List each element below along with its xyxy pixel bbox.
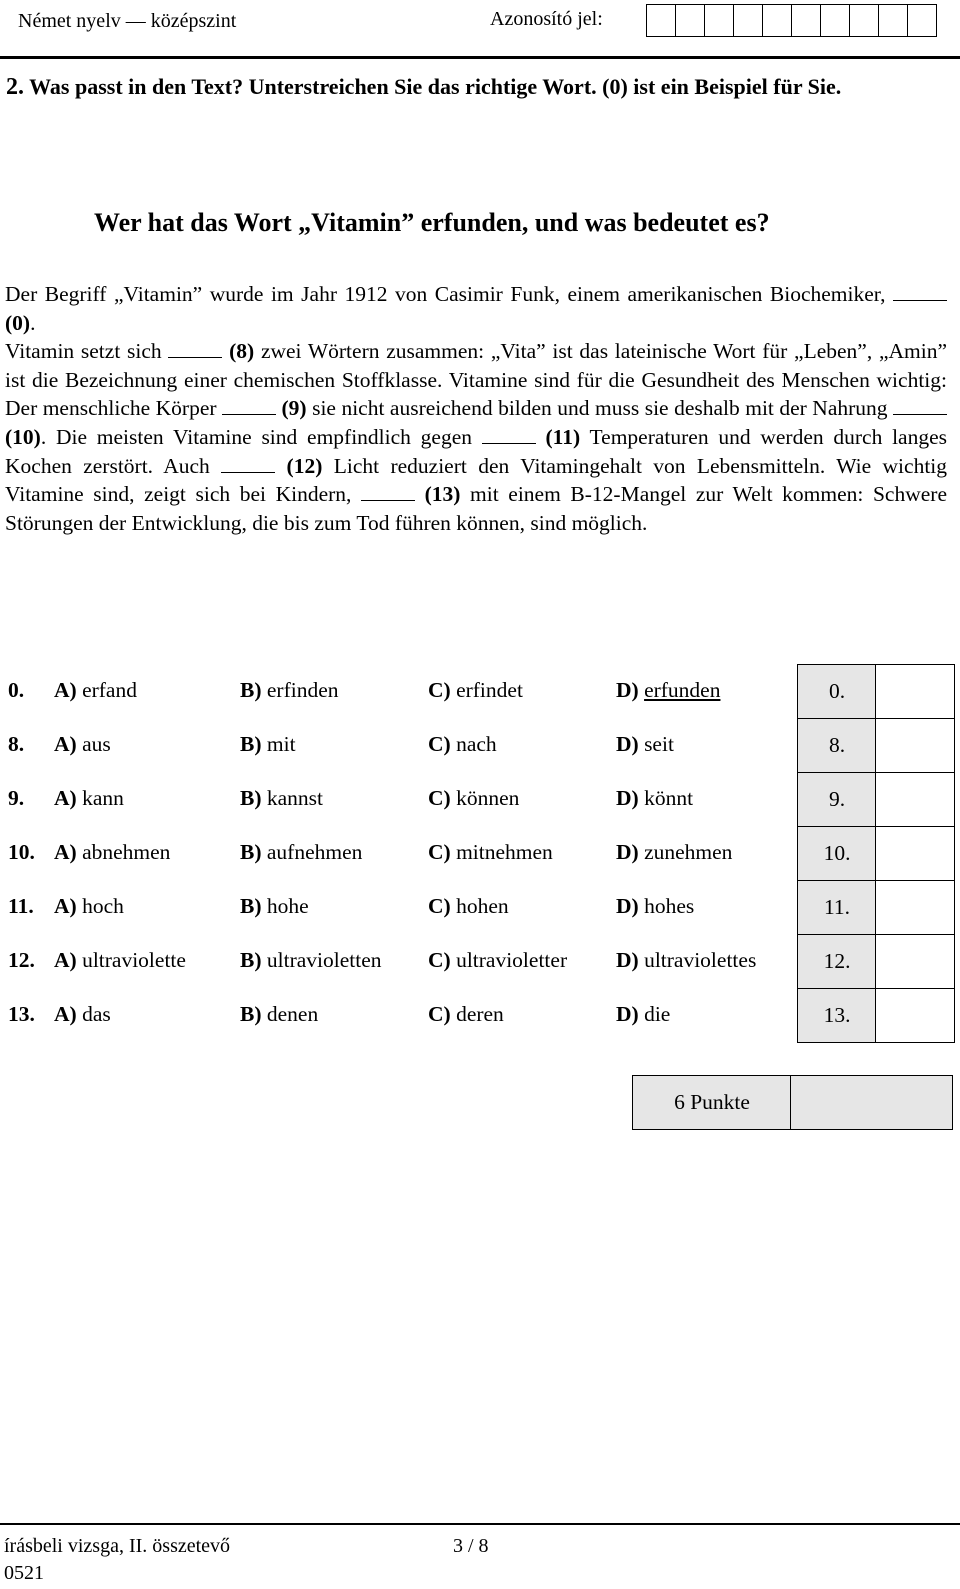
option-letter: B) xyxy=(240,786,262,810)
option-text: kannst xyxy=(266,786,324,810)
id-box[interactable] xyxy=(820,4,850,37)
answer-grid-label: 13. xyxy=(797,988,877,1043)
answer-grid-label: 9. xyxy=(797,772,877,827)
answer-grid-label: 0. xyxy=(797,664,877,719)
passage-text: Vitamin setzt sich xyxy=(5,339,162,364)
option-b[interactable] xyxy=(240,840,362,865)
option-letter: C) xyxy=(428,1002,451,1026)
option-text: denen xyxy=(266,1002,319,1026)
option-text-selected: erfunden xyxy=(644,678,721,702)
option-letter: C) xyxy=(428,840,451,864)
option-letter: A) xyxy=(54,732,77,756)
option-text: nach xyxy=(456,732,497,756)
gap-blank xyxy=(893,282,947,301)
option-text: ultravioletten xyxy=(266,948,382,972)
id-box[interactable] xyxy=(907,4,937,37)
option-letter: D) xyxy=(616,732,639,756)
item-number: 12. xyxy=(8,948,35,972)
gap-marker: (8) xyxy=(229,339,255,364)
option-letter: A) xyxy=(54,786,77,810)
points-box[interactable] xyxy=(790,1075,953,1130)
option-letter: A) xyxy=(54,894,77,918)
passage-text: zwei Wörtern zusammen: „Vita” ist das lateinische Wort für „Leben”, „Amin” ist die Bezeichnung einer chemischen Stoffklasse. Vitamine sind für die Gesundheit des Menschen wichtig: Der menschliche Körper xyxy=(5,339,948,421)
option-a[interactable] xyxy=(54,732,111,757)
option-a[interactable] xyxy=(54,1002,111,1027)
option-text: können xyxy=(456,786,520,810)
answer-grid-cell[interactable] xyxy=(875,826,955,881)
id-boxes xyxy=(646,4,936,37)
option-letter: B) xyxy=(240,732,262,756)
option-text: ultravioletter xyxy=(456,948,568,972)
option-letter: D) xyxy=(616,678,639,702)
footer-exam-label: írásbeli vizsga, II. összetevő xyxy=(4,1535,231,1557)
answer-row xyxy=(0,988,800,1042)
gap-blank xyxy=(482,425,536,444)
passage-text: . Die meisten Vitamine sind empfindlich gegen xyxy=(40,424,473,449)
gap-marker: (0) xyxy=(5,310,31,335)
task-number: 2. xyxy=(6,74,24,100)
option-a[interactable] xyxy=(54,786,124,811)
item-number: 9. xyxy=(8,786,25,810)
option-d[interactable] xyxy=(616,948,756,973)
answer-grid-label: 10. xyxy=(797,826,877,881)
option-a[interactable] xyxy=(54,948,186,973)
option-c[interactable] xyxy=(428,732,497,757)
option-letter: A) xyxy=(54,678,77,702)
item-number: 13. xyxy=(8,1002,35,1026)
id-box[interactable] xyxy=(762,4,792,37)
option-letter: B) xyxy=(240,1002,262,1026)
passage xyxy=(5,280,947,537)
answer-row xyxy=(0,772,800,826)
option-c[interactable] xyxy=(428,840,553,865)
option-b[interactable] xyxy=(240,1002,318,1027)
answer-grid-label: 12. xyxy=(797,934,877,989)
passage-text: Temperaturen und werden durch langes Kochen zerstört. Auch xyxy=(5,424,947,478)
option-letter: D) xyxy=(616,840,639,864)
option-letter: C) xyxy=(428,948,451,972)
option-letter: C) xyxy=(428,894,451,918)
option-letter: D) xyxy=(616,786,639,810)
id-box[interactable] xyxy=(733,4,763,37)
option-text: könnt xyxy=(644,786,694,810)
option-text: erfinden xyxy=(266,678,339,702)
exam-code: 0521 xyxy=(4,1562,44,1584)
footer-rule xyxy=(0,1523,960,1525)
option-d[interactable] xyxy=(616,894,694,919)
gap-blank xyxy=(361,482,415,501)
option-d[interactable] xyxy=(616,732,674,757)
option-letter: D) xyxy=(616,1002,639,1026)
item-number: 8. xyxy=(8,732,25,756)
passage-text: sie nicht ausreichend bilden und muss sie deshalb mit der Nahrung xyxy=(312,396,888,421)
passage-text: mit einem B-12-Mangel zur Welt kommen: Schwere Störungen der Entwicklung, die bis zum Tod führen können, sind möglich. xyxy=(5,482,947,535)
answer-grid-cell[interactable] xyxy=(875,664,955,719)
option-b[interactable] xyxy=(240,732,296,757)
item-number: 10. xyxy=(8,840,35,864)
header-rule xyxy=(0,56,960,59)
option-text: abnehmen xyxy=(82,840,171,864)
answer-grid-cell[interactable] xyxy=(875,718,955,773)
gap-blank xyxy=(893,396,947,415)
answer-grid-cell[interactable] xyxy=(875,988,955,1043)
answer-grid-label: 8. xyxy=(797,718,877,773)
header-subject: Német nyelv — középszint xyxy=(18,10,237,32)
gap-marker: (9) xyxy=(281,396,307,421)
option-a[interactable] xyxy=(54,840,170,865)
option-letter: B) xyxy=(240,948,262,972)
option-text: aus xyxy=(82,732,111,756)
option-text: mit xyxy=(266,732,296,756)
answer-row xyxy=(0,664,800,718)
gap-marker: (12) xyxy=(286,453,323,478)
passage-text: Licht reduziert den Vitamingehalt von Lebensmitteln. Wie wichtig Vitamine sind, zeigt sich bei Kindern, xyxy=(5,453,948,507)
option-b[interactable] xyxy=(240,894,309,919)
gap-marker: (13) xyxy=(424,482,461,507)
option-text: hohen xyxy=(456,894,509,918)
points-label: 6 Punkte xyxy=(632,1075,792,1130)
answer-grid-cell[interactable] xyxy=(875,772,955,827)
option-c[interactable] xyxy=(428,678,523,703)
option-letter: D) xyxy=(616,894,639,918)
option-c[interactable] xyxy=(428,786,519,811)
id-box[interactable] xyxy=(675,4,705,37)
option-c[interactable] xyxy=(428,948,567,973)
option-b[interactable] xyxy=(240,786,323,811)
option-c[interactable] xyxy=(428,1002,504,1027)
answer-grid-cell[interactable] xyxy=(875,934,955,989)
option-d[interactable] xyxy=(616,840,732,865)
option-d[interactable] xyxy=(616,1002,670,1027)
gap-blank xyxy=(221,454,275,473)
option-a[interactable] xyxy=(54,678,137,703)
option-letter: C) xyxy=(428,732,451,756)
answer-grid-label: 11. xyxy=(797,880,877,935)
option-letter: B) xyxy=(240,840,262,864)
page-number: 3 / 8 xyxy=(453,1535,489,1557)
id-box[interactable] xyxy=(791,4,821,37)
option-text: ultraviolette xyxy=(82,948,186,972)
option-text: deren xyxy=(456,1002,504,1026)
option-letter: A) xyxy=(54,1002,77,1026)
option-text: zunehmen xyxy=(644,840,733,864)
option-letter: B) xyxy=(240,894,262,918)
task-instruction-text: Was passt in den Text? Unterstreichen Sie das richtige Wort. (0) ist ein Beispiel für Sie. xyxy=(29,74,842,99)
gap-blank xyxy=(222,396,276,415)
text-title: Wer hat das Wort „Vitamin” erfunden, und was bedeutet es? xyxy=(94,208,770,237)
option-text: mitnehmen xyxy=(456,840,553,864)
option-a[interactable] xyxy=(54,894,124,919)
id-box[interactable] xyxy=(849,4,879,37)
answer-row xyxy=(0,934,800,988)
option-b[interactable] xyxy=(240,678,339,703)
option-c[interactable] xyxy=(428,894,509,919)
task-instruction xyxy=(6,72,948,102)
option-text: das xyxy=(82,1002,111,1026)
option-d[interactable] xyxy=(616,786,693,811)
id-box[interactable] xyxy=(878,4,908,37)
option-letter: A) xyxy=(54,948,77,972)
option-text: erfindet xyxy=(456,678,523,702)
option-text: kann xyxy=(82,786,124,810)
option-text: hohe xyxy=(266,894,309,918)
gap-marker: (11) xyxy=(545,424,581,449)
id-box[interactable] xyxy=(646,4,676,37)
answer-row xyxy=(0,826,800,880)
option-letter: D) xyxy=(616,948,639,972)
item-number: 0. xyxy=(8,678,25,702)
option-text: hohes xyxy=(644,894,695,918)
option-letter: C) xyxy=(428,678,451,702)
item-number: 11. xyxy=(8,894,34,918)
option-text: hoch xyxy=(82,894,124,918)
option-text: aufnehmen xyxy=(266,840,363,864)
answer-row xyxy=(0,718,800,772)
answer-grid-cell[interactable] xyxy=(875,880,955,935)
option-text: erfand xyxy=(82,678,137,702)
id-label: Azonosító jel: xyxy=(490,8,603,30)
passage-text: Der Begriff „Vitamin” wurde im Jahr 1912 von Casimir Funk, einem amerikanischen Biochemiker, xyxy=(5,282,886,306)
gap-blank xyxy=(168,339,222,358)
option-text: die xyxy=(644,1002,671,1026)
answer-row xyxy=(0,880,800,934)
id-box[interactable] xyxy=(704,4,734,37)
option-letter: C) xyxy=(428,786,451,810)
option-text: seit xyxy=(644,732,674,756)
option-letter: A) xyxy=(54,840,77,864)
option-b[interactable] xyxy=(240,948,382,973)
option-letter: B) xyxy=(240,678,262,702)
passage-text: . xyxy=(30,310,36,335)
option-d[interactable] xyxy=(616,678,720,703)
option-text: ultraviolettes xyxy=(644,948,757,972)
gap-marker: (10) xyxy=(5,424,41,449)
